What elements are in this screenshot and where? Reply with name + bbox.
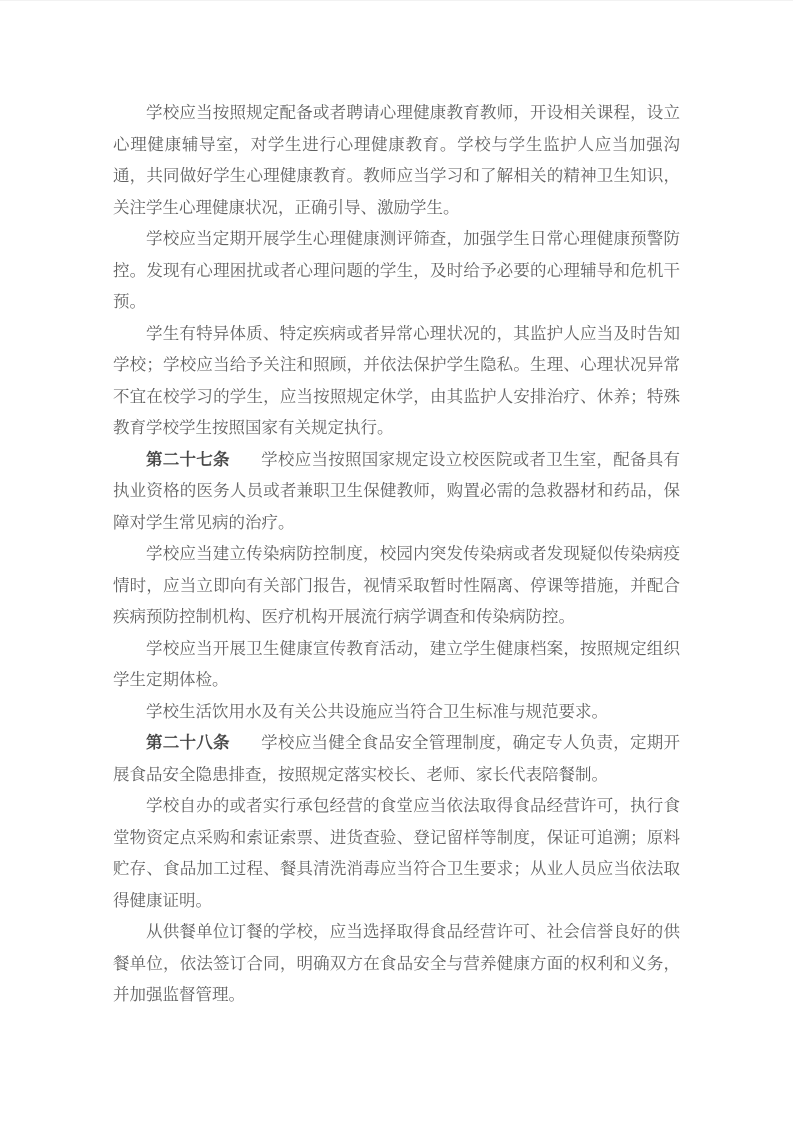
paragraph (113, 223, 680, 318)
paragraph-text: 学校应当建立传染病防控制度，校园内突发传染病或者发现疑似传染病疫情时，应当立即向有关部门报告，视情采取暂时性隔离、停课等措施，并配合疾病预防控制机构、医疗机构开展流行病学调查和传染病防控。 (113, 544, 680, 626)
paragraph-text: 学校应当按照国家规定设立校医院或者卫生室，配备具有执业资格的医务人员或者兼职卫生保健教师，购置必需的急救器材和药品，保障对学生常见病的治疗。 (113, 449, 681, 532)
paragraph-text: 学校应当按照规定配备或者聘请心理健康教育教师，开设相关课程，设立心理健康辅导室，对学生进行心理健康教育。学校与学生监护人应当加强沟通，共同做好学生心理健康教育。教师应当学习和了解相关的精神卫生知识，关注学生心理健康状况，正确引导、激励学生。 (113, 103, 680, 217)
paragraph (113, 727, 680, 790)
paragraph-text: 学校应当定期开展学生心理健康测评筛查，加强学生日常心理健康预警防控。发现有心理困扰或者心理问题的学生，及时给予必要的心理辅导和危机干预。 (113, 229, 680, 311)
paragraph (113, 633, 680, 696)
paragraph (113, 318, 680, 444)
document-body (113, 97, 680, 1011)
paragraph (113, 790, 680, 916)
paragraph-text: 学校自办的或者实行承包经营的食堂应当依法取得食品经营许可，执行食堂物资定点采购和索证索票、进货查验、登记留样等制度，保证可追溯；原料贮存、食品加工过程、餐具清洗消毒应当符合卫生要求；从业人员应当依法取得健康证明。 (113, 796, 680, 910)
paragraph (113, 97, 680, 223)
article-number-label: 第二十七条 (146, 449, 230, 469)
paragraph-text: 学校生活饮用水及有关公共设施应当符合卫生标准与规范要求。 (146, 701, 608, 721)
paragraph (113, 538, 680, 633)
paragraph-text: 学生有特异体质、特定疾病或者异常心理状况的，其监护人应当及时告知学校；学校应当给予关注和照顾，并依法保护学生隐私。生理、心理状况异常不宜在校学习的学生，应当按照规定休学，由其监护人安排治疗、休养；特殊教育学校学生按照国家有关规定执行。 (113, 323, 680, 437)
paragraph (113, 444, 680, 539)
article-number-label: 第二十八条 (146, 733, 230, 752)
paragraph (113, 916, 680, 1011)
paragraph-text: 学校应当开展卫生健康宣传教育活动，建立学生健康档案，按照规定组织学生定期体检。 (113, 638, 680, 689)
paragraph-text: 学校应当健全食品安全管理制度，确定专人负责，定期开展食品安全隐患排查，按照规定落实校长、老师、家长代表陪餐制。 (113, 733, 681, 784)
paragraph-text: 从供餐单位订餐的学校，应当选择取得食品经营许可、社会信誉良好的供餐单位，依法签订合同，明确双方在食品安全与营养健康方面的权利和义务，并加强监督管理。 (113, 922, 680, 1004)
paragraph (113, 696, 680, 728)
